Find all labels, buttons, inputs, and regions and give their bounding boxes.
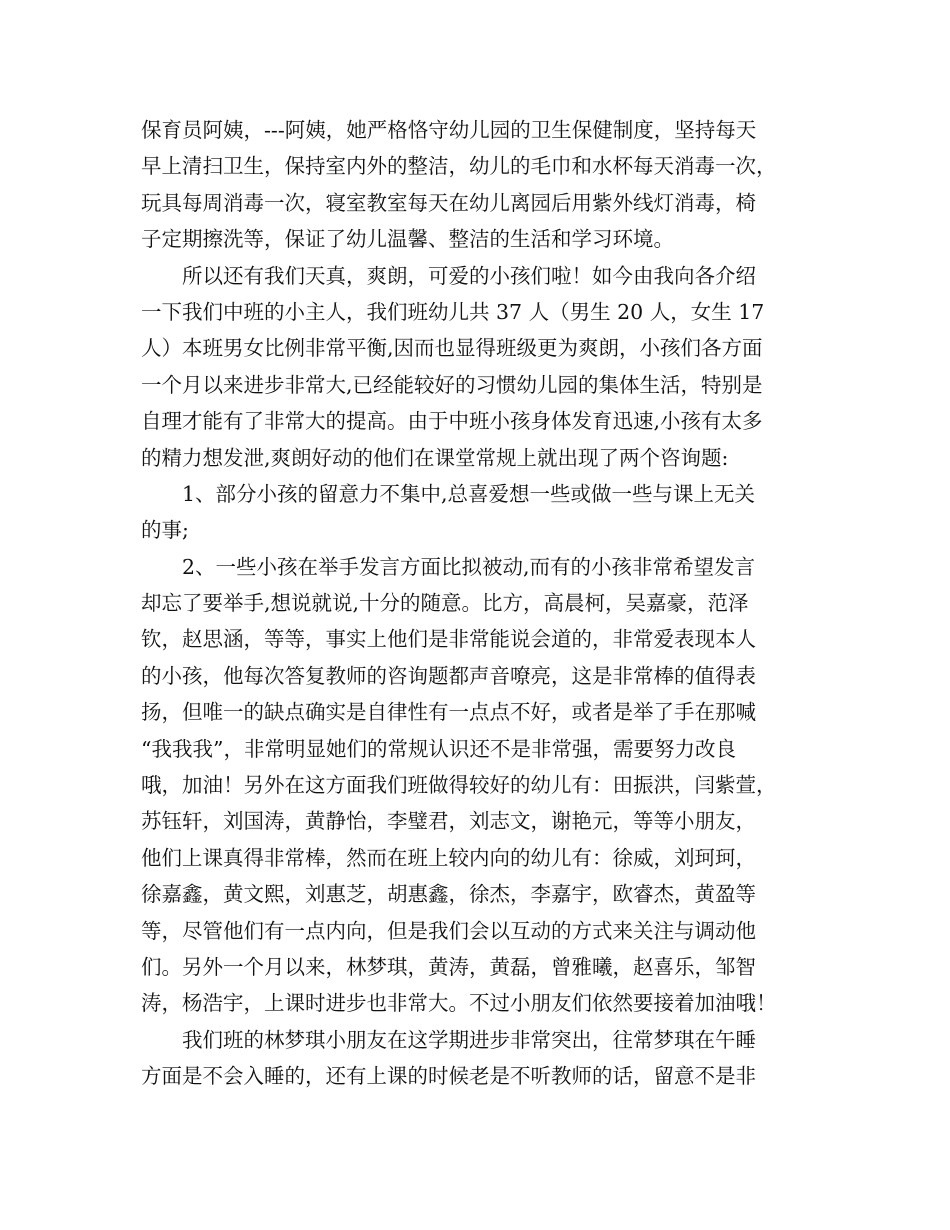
text-line: 所以还有我们天真，爽朗，可爱的小孩们啦！如今由我向各介绍 — [182, 263, 756, 288]
text-line: 人）本班男女比例非常平衡,因而也显得班级更为爽朗，小孩们各方面 — [141, 336, 763, 361]
text-line: 的事; — [141, 518, 189, 543]
text-line: 哦，加油！另外在这方面我们班做得较好的幼儿有：田振洪，闫紫萱， — [141, 773, 777, 798]
text-line: “我我我”，非常明显她们的常规认识还不是非常强，需要努力改良 — [141, 736, 736, 761]
text-line: 子定期擦洗等，保证了幼儿温馨、整洁的生活和学习环境。 — [141, 227, 674, 252]
text-line: 自理才能有了非常大的提高。由于中班小孩身体发育迅速,小孩有太多 — [141, 409, 763, 434]
text-line: 扬，但唯一的缺点确实是自律性有一点点不好，或者是举了手在那喊 — [141, 700, 756, 725]
text-line: 保育员阿姨，---阿姨，她严格恪守幼儿园的卫生保健制度，坚持每天 — [141, 118, 757, 142]
text-line: 却忘了要举手,想说就说,十分的随意。比方，高晨柯，吴嘉豪，范泽 — [141, 591, 749, 616]
text-line: 我们班的林梦琪小朋友在这学期进步非常突出，往常梦琪在午睡 — [182, 1027, 756, 1052]
text-line: 们。另外一个月以来，林梦琪，黄涛，黄磊，曾雅曦，赵喜乐，邹智 — [141, 954, 756, 979]
text-line: 的精力想发泄,爽朗好动的他们在课堂常规上就出现了两个咨询题: — [141, 445, 729, 470]
text-line: 1、部分小孩的留意力不集中,总喜爱想一些或做一些与课上无关 — [182, 481, 756, 506]
body-text — [141, 112, 809, 1095]
text-line: 的小孩，他每次答复教师的咨询题都声音嘹亮，这是非常棒的值得表 — [141, 663, 756, 688]
text-line: 方面是不会入睡的，还有上课的时候老是不听教师的话，留意不是非 — [141, 1064, 756, 1089]
text-line: 2、一些小孩在举手发言方面比拟被动,而有的小孩非常希望发言 — [182, 554, 756, 579]
text-line: 钦，赵思涵，等等，事实上他们是非常能说会道的，非常爱表现本人 — [141, 627, 756, 652]
text-line: 他们上课真得非常棒，然而在班上较内向的幼儿有：徐威，刘珂珂， — [141, 845, 756, 870]
text-line: 早上清扫卫生，保持室内外的整洁，幼儿的毛巾和水杯每天消毒一次， — [141, 154, 777, 179]
text-line: 一个月以来进步非常大,已经能较好的习惯幼儿园的集体生活，特别是 — [141, 372, 763, 397]
text-line: 等，尽管他们有一点内向，但是我们会以互动的方式来关注与调动他 — [141, 918, 756, 943]
text-line: 徐嘉鑫，黄文熙，刘惠芝，胡惠鑫，徐杰，李嘉宇，欧睿杰，黄盈等 — [141, 882, 756, 907]
text-line: 玩具每周消毒一次，寝室教室每天在幼儿离园后用紫外线灯消毒，椅 — [141, 190, 756, 215]
text-line: 一下我们中班的小主人，我们班幼儿共 37 人（男生 20 人，女生 17 — [141, 299, 765, 324]
text-line: 苏钰轩，刘国涛，黄静怡，李璧君，刘志文，谢艳元，等等小朋友， — [141, 809, 756, 834]
text-line: 涛，杨浩宇，上课时进步也非常大。不过小朋友们依然要接着加油哦！ — [141, 991, 777, 1016]
